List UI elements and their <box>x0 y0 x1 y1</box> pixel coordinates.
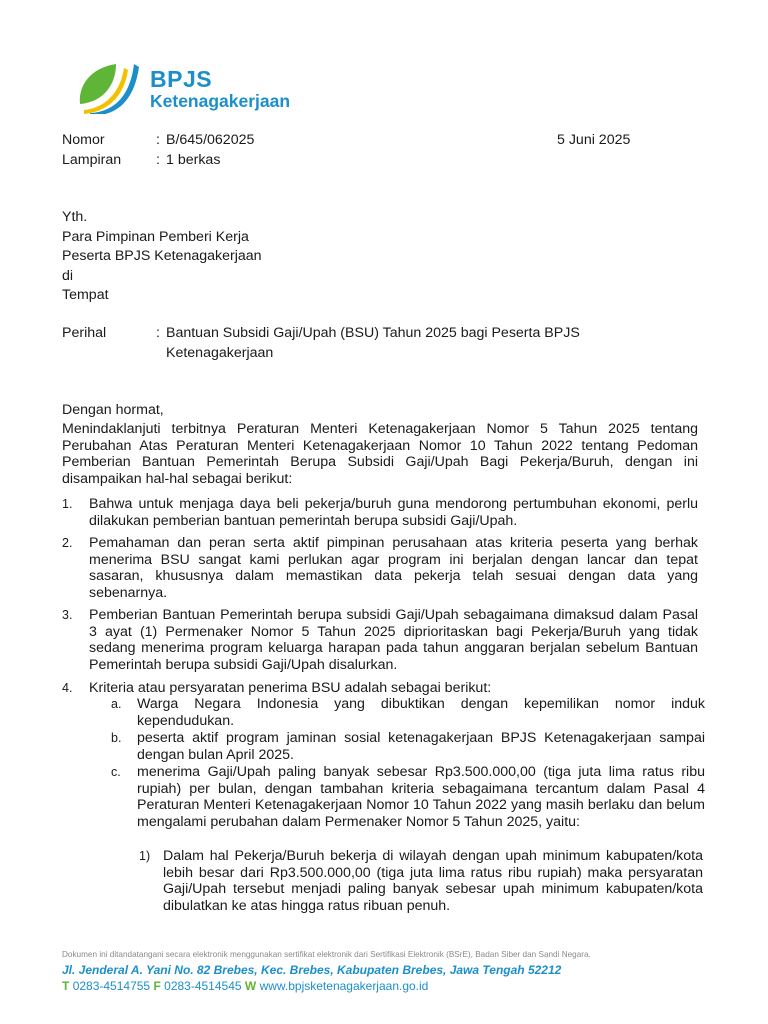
logo-title: BPJS <box>150 66 213 92</box>
point-text: Kriteria atau persyaratan penerima BSU adalah sebagai berikut: <box>89 680 492 696</box>
colon: : <box>156 132 160 148</box>
office-address: Jl. Jenderal A. Yani No. 82 Brebes, Kec. Brebes, Kabupaten Brebes, Jawa Tengah 52212 <box>62 963 562 977</box>
recipient-line: Yth. <box>62 209 88 225</box>
greeting: Dengan hormat, <box>62 402 164 418</box>
fax-label: F <box>153 979 161 993</box>
subject-label: Perihal <box>62 325 107 341</box>
recipient-line: Para Pimpinan Pemberi Kerja <box>62 228 249 245</box>
recipient-line: Peserta BPJS Ketenagakerjaan <box>62 248 262 264</box>
recipient-line: Tempat <box>62 287 109 303</box>
phone-label: T <box>62 979 70 993</box>
colon: : <box>156 325 160 341</box>
contact-line <box>62 979 428 993</box>
letter-date: 5 Juni 2025 <box>557 132 631 148</box>
bpjs-logo <box>76 58 316 114</box>
fax-number: 0283-4514545 <box>164 979 242 993</box>
subject-line: Bantuan Subsidi Gaji/Upah (BSU) Tahun 2025 bagi Peserta BPJS <box>166 325 580 341</box>
recipient-block <box>62 208 262 306</box>
website-label: W <box>244 979 257 993</box>
website-link[interactable]: www.bpjsketenagakerjaan.go.id <box>259 979 429 993</box>
nomor-value: B/645/062025 <box>166 132 255 148</box>
esign-note: Dokumen ini ditandatangani secara elektronik menggunakan sertifikat elektronik dari Sertifikasi Elektronik (BSrE), Badan Siber dan Sandi Negara. <box>62 950 591 959</box>
point-text: Bahwa untuk menjaga daya beli pekerja/buruh guna mendorong pertumbuhan ekonomi, perlu dilakukan pemberian bantuan pemerintah berupa subsidi Gaji/Upah. <box>89 496 698 529</box>
point-text: Pemberian Bantuan Pemerintah berupa subsidi Gaji/Upah sebagaimana dimaksud dalam Pasal 3 ayat (1) Permenaker Nomor 5 Tahun 2025 diprioritaskan bagi Pekerja/Buruh yang tidak sedang menerima program keluarga harapan pada tahun anggaran berjalan sebelum Bantuan Pemerintah berupa subsidi Gaji/Upah disalurkan. <box>89 607 698 673</box>
recipient-line: di <box>62 267 74 284</box>
point-number: 4. <box>62 681 73 695</box>
phone-number: 0283-4514755 <box>72 979 151 993</box>
subpoint-text: Warga Negara Indonesia yang dibuktikan dengan kepemilikan nomor induk kependudukan. <box>137 696 705 729</box>
point-number: 2. <box>62 536 73 550</box>
nomor-label: Nomor <box>62 132 105 148</box>
lampiran-value: 1 berkas <box>166 152 221 168</box>
subpoint-letter: a. <box>111 697 122 711</box>
subsub-number: 1) <box>139 849 151 863</box>
subpoint-letter: b. <box>111 731 122 745</box>
colon: : <box>156 152 160 168</box>
point-text: Pemahaman dan peran serta aktif pimpinan perusahaan atas kriteria peserta yang berhak menerima BSU sangat kami perlukan agar program ini berjalan dengan lancar dan tepat sasaran, khususnya dalam memastikan data pekerja telah sesuai dengan data yang sebenarnya. <box>89 535 698 601</box>
subsub-text: Dalam hal Pekerja/Buruh bekerja di wilayah dengan upah minimum kabupaten/kota lebih besar dari Rp3.500.000,00 (tiga juta lima ratus ribu rupiah) maka persyaratan Gaji/Upah tersebut menjadi paling banyak sebesar upah minimum kabupaten/kota dibulatkan ke atas hingga ratus ribuan penuh. <box>163 848 703 914</box>
point-number: 1. <box>62 497 73 511</box>
subpoint-text: peserta aktif program jaminan sosial ketenagakerjaan BPJS Ketenagakerjaan sampai dengan bulan April 2025. <box>137 730 705 763</box>
subject-line: Ketenagakerjaan <box>166 345 274 361</box>
lampiran-label: Lampiran <box>62 152 122 168</box>
logo-subtitle: Ketenagakerjaan <box>150 91 291 111</box>
subpoint-text: menerima Gaji/Upah paling banyak sebesar Rp3.500.000,00 (tiga juta lima ratus ribu rupiah) per bulan, dengan tambahan kriteria sebagaimana tercantum dalam Pasal 4 Peraturan Menteri Ketenagakerjaan Nomor 10 Tahun 2022 yang masih berlaku dan belum mengalami perubahan dalam Permenaker Nomor 5 Tahun 2025, yaitu: <box>137 764 705 830</box>
point-number: 3. <box>62 608 73 622</box>
intro-paragraph: Menindaklanjuti terbitnya Peraturan Menteri Ketenagakerjaan Nomor 5 Tahun 2025 tentang Perubahan Atas Peraturan Menteri Ketenagakerjaan Nomor 10 Tahun 2022 tentang Pedoman Pemberian Bantuan Pemerintah Berupa Subsidi Gaji/Upah Bagi Pekerja/Buruh, dengan ini disampaikan hal-hal sebagai berikut: <box>62 421 698 487</box>
bpjs-emblem-icon <box>76 58 148 114</box>
subpoint-letter: c. <box>111 765 121 779</box>
